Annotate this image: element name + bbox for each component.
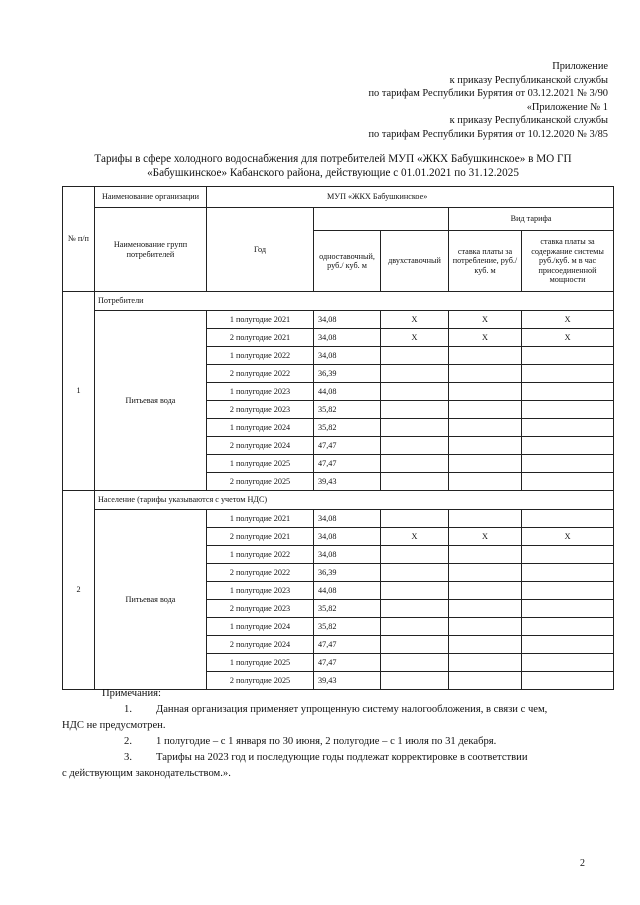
header-line: «Приложение № 1: [526, 101, 608, 113]
consumption-cell: [449, 365, 522, 383]
col-number-header: № п/п: [63, 187, 95, 292]
maintenance-cell: [522, 383, 614, 401]
single-rate-cell: 36,39: [314, 365, 381, 383]
col-org-label-header: Наименование организации: [95, 187, 207, 208]
period-cell: 2 полугодие 2023: [207, 401, 314, 419]
header-line: к приказу Республиканской службы: [449, 74, 608, 86]
consumption-cell: [449, 419, 522, 437]
period-cell: 1 полугодие 2024: [207, 419, 314, 437]
org-name-header: МУП «ЖКХ Бабушкинское»: [207, 187, 614, 208]
document-title: [48, 152, 618, 180]
maintenance-cell: [522, 455, 614, 473]
appendix-header: [278, 60, 608, 142]
consumption-cell: [449, 618, 522, 636]
header-line: по тарифам Республики Бурятия от 10.12.2020 № 3/85: [368, 128, 608, 140]
period-cell: 2 полугодие 2022: [207, 564, 314, 582]
single-rate-cell: 36,39: [314, 564, 381, 582]
single-rate-cell: 44,08: [314, 582, 381, 600]
note-number: 1.: [124, 704, 132, 715]
title-line-2: «Бабушкинское» Кабанского района, действующие с 01.01.2021 по 31.12.2025: [147, 167, 519, 179]
single-rate-cell: 35,82: [314, 401, 381, 419]
two-rate-cell: [381, 618, 449, 636]
note-item: [98, 734, 608, 750]
consumption-cell: [449, 636, 522, 654]
two-rate-cell: [381, 510, 449, 528]
consumption-cell: [449, 383, 522, 401]
maintenance-cell: [522, 437, 614, 455]
title-line-1: Тарифы в сфере холодного водоснабжения для потребителей МУП «ЖКХ Бабушкинское» в МО ГП: [94, 153, 572, 165]
maintenance-cell: [522, 618, 614, 636]
col-two-rate-header: двухставочный: [381, 231, 449, 292]
single-rate-cell: 39,43: [314, 473, 381, 491]
consumption-cell: [449, 546, 522, 564]
period-cell: 1 полугодие 2025: [207, 654, 314, 672]
consumption-cell: [449, 455, 522, 473]
note-text: 1 полугодие – с 1 января по 30 июня, 2 полугодие – с 1 июля по 31 декабря.: [156, 736, 497, 747]
maintenance-cell: [522, 636, 614, 654]
period-cell: 2 полугодие 2025: [207, 473, 314, 491]
page-number: 2: [580, 858, 585, 869]
single-rate-cell: 34,08: [314, 311, 381, 329]
maintenance-cell: [522, 546, 614, 564]
two-rate-cell: [381, 564, 449, 582]
two-rate-cell: X: [381, 329, 449, 347]
two-rate-cell: [381, 455, 449, 473]
maintenance-cell: X: [522, 311, 614, 329]
period-cell: 1 полугодие 2021: [207, 311, 314, 329]
maintenance-cell: X: [522, 329, 614, 347]
notes-heading: Примечания:: [102, 688, 161, 699]
period-cell: 1 полугодие 2022: [207, 546, 314, 564]
two-rate-cell: [381, 473, 449, 491]
single-rate-cell: 34,08: [314, 329, 381, 347]
two-rate-cell: [381, 582, 449, 600]
period-cell: 2 полугодие 2024: [207, 636, 314, 654]
header-line: по тарифам Республики Бурятия от 03.12.2021 № 3/90: [368, 88, 608, 100]
maintenance-cell: [522, 347, 614, 365]
period-cell: 2 полугодие 2022: [207, 365, 314, 383]
header-line: Приложение: [552, 61, 608, 72]
section-number: 2: [63, 491, 95, 690]
two-rate-cell: [381, 636, 449, 654]
period-cell: 2 полугодие 2024: [207, 437, 314, 455]
period-cell: 2 полугодие 2021: [207, 329, 314, 347]
single-rate-cell: 34,08: [314, 528, 381, 546]
period-cell: 2 полугодие 2025: [207, 672, 314, 690]
period-cell: 2 полугодие 2023: [207, 600, 314, 618]
period-cell: 1 полугодие 2021: [207, 510, 314, 528]
two-rate-cell: X: [381, 311, 449, 329]
single-rate-cell: 47,47: [314, 654, 381, 672]
consumption-cell: [449, 600, 522, 618]
consumption-cell: [449, 401, 522, 419]
two-rate-cell: [381, 401, 449, 419]
consumer-group: Питьевая вода: [95, 510, 207, 690]
single-rate-cell: 35,82: [314, 419, 381, 437]
col-consumption-header: ставка платы за потребление, руб./ куб. м: [449, 231, 522, 292]
two-rate-cell: [381, 347, 449, 365]
maintenance-cell: X: [522, 528, 614, 546]
period-cell: 2 полугодие 2021: [207, 528, 314, 546]
maintenance-cell: [522, 654, 614, 672]
note-item: [98, 750, 608, 766]
single-rate-cell: 39,43: [314, 672, 381, 690]
tariff-table: [62, 186, 614, 690]
two-rate-cell: [381, 383, 449, 401]
single-rate-cell: 44,08: [314, 383, 381, 401]
two-rate-cell: [381, 365, 449, 383]
consumption-cell: X: [449, 528, 522, 546]
two-rate-cell: [381, 419, 449, 437]
single-rate-cell: 47,47: [314, 455, 381, 473]
consumption-cell: [449, 437, 522, 455]
two-rate-cell: [381, 546, 449, 564]
consumption-cell: X: [449, 311, 522, 329]
col-year-header: Год: [207, 208, 314, 292]
maintenance-cell: [522, 582, 614, 600]
header-line: к приказу Республиканской службы: [449, 115, 608, 127]
note-continuation: НДС не предусмотрен.: [62, 720, 166, 731]
note-text: Данная организация применяет упрощенную систему налогообложения, в связи с чем,: [156, 704, 548, 715]
col-single-rate-header: одноставочный, руб./ куб. м: [314, 231, 381, 292]
consumption-cell: [449, 473, 522, 491]
consumption-cell: [449, 564, 522, 582]
single-rate-cell: 34,08: [314, 546, 381, 564]
maintenance-cell: [522, 419, 614, 437]
single-rate-cell: 47,47: [314, 636, 381, 654]
maintenance-cell: [522, 365, 614, 383]
maintenance-cell: [522, 564, 614, 582]
notes-block: [62, 686, 608, 782]
note-item: [98, 702, 608, 718]
col-group-header: Наименование групп потребителей: [95, 208, 207, 292]
consumption-cell: X: [449, 329, 522, 347]
maintenance-cell: [522, 401, 614, 419]
single-rate-cell: 35,82: [314, 600, 381, 618]
two-rate-cell: [381, 437, 449, 455]
two-rate-cell: [381, 600, 449, 618]
consumption-cell: [449, 347, 522, 365]
col-maintenance-header: ставка платы за содержание системы руб./куб. м в час присоединенной мощности: [522, 231, 614, 292]
consumption-cell: [449, 582, 522, 600]
single-rate-cell: 34,08: [314, 347, 381, 365]
two-rate-cell: X: [381, 528, 449, 546]
note-number: 3.: [124, 752, 132, 763]
period-cell: 1 полугодие 2025: [207, 455, 314, 473]
period-cell: 1 полугодие 2023: [207, 582, 314, 600]
period-cell: 1 полугодие 2022: [207, 347, 314, 365]
single-rate-cell: 35,82: [314, 618, 381, 636]
period-cell: 1 полугодие 2023: [207, 383, 314, 401]
section-title: Население (тарифы указываются с учетом НДС): [95, 491, 614, 510]
two-rate-cell: [381, 654, 449, 672]
maintenance-cell: [522, 473, 614, 491]
note-number: 2.: [124, 736, 132, 747]
maintenance-cell: [522, 600, 614, 618]
single-rate-cell: 34,08: [314, 510, 381, 528]
period-cell: 1 полугодие 2024: [207, 618, 314, 636]
maintenance-cell: [522, 510, 614, 528]
note-continuation: с действующим законодательством.».: [62, 768, 231, 779]
single-rate-cell: 47,47: [314, 437, 381, 455]
note-text: Тарифы на 2023 год и последующие годы подлежат корректировке в соответствии: [156, 752, 528, 763]
consumption-cell: [449, 654, 522, 672]
section-number: 1: [63, 292, 95, 491]
consumption-cell: [449, 510, 522, 528]
consumer-group: Питьевая вода: [95, 311, 207, 491]
tariff-type-header: Вид тарифа: [449, 208, 614, 231]
section-title: Потребители: [95, 292, 614, 311]
